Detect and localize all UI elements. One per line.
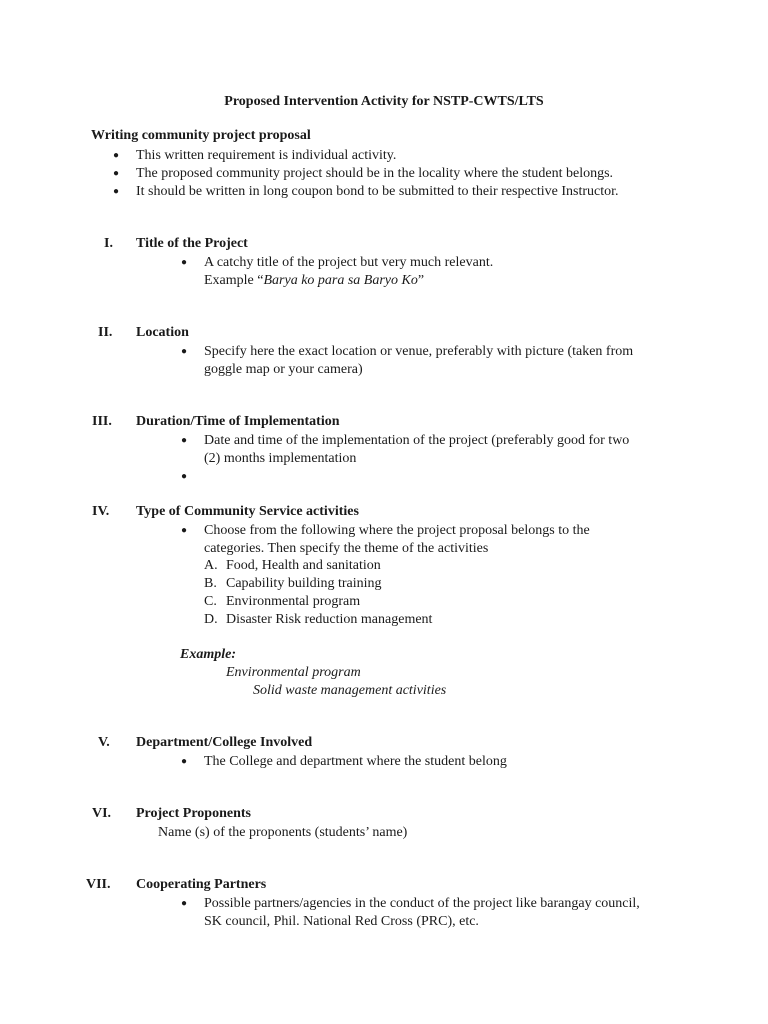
section-bullet-text: The College and department where the student belong	[204, 754, 507, 769]
category-letter: D.	[204, 612, 218, 627]
section-numeral: II.	[98, 325, 113, 340]
bullet-icon: ●	[181, 471, 188, 482]
example-suffix: ”	[417, 273, 425, 288]
section-numeral: III.	[92, 414, 112, 429]
section-bullet	[181, 522, 590, 540]
bullet-icon: ●	[181, 435, 188, 446]
intro-bullet-text: It should be written in long coupon bond to be submitted to their respective Instructor.	[136, 184, 619, 199]
section-title: Title of the Project	[136, 236, 248, 251]
section-bullet-text: Specify here the exact location or venue, preferably with picture (taken from	[204, 344, 634, 359]
bullet-icon: ●	[113, 168, 120, 179]
section-numeral: V.	[98, 735, 110, 750]
bullet-icon: ●	[113, 150, 120, 161]
example-prefix: Example “	[204, 273, 264, 288]
document-title: Proposed Intervention Activity for NSTP-CWTS/LTS	[224, 94, 544, 109]
section-text: Name (s) of the proponents (students’ name)	[158, 825, 408, 840]
section-numeral: VII.	[86, 877, 111, 892]
section-bullet-continuation: (2) months implementation	[204, 451, 357, 466]
section-title: Type of Community Service activities	[136, 504, 359, 519]
section-numeral: I.	[104, 236, 113, 251]
section-example-line	[204, 272, 424, 290]
category-text: Capability building training	[226, 576, 382, 591]
section-bullet	[181, 254, 494, 272]
bullet-icon: ●	[181, 898, 188, 909]
intro-heading: Writing community project proposal	[91, 128, 311, 143]
section-title: Project Proponents	[136, 806, 251, 821]
intro-bullet-text: The proposed community project should be in the locality where the student belongs.	[136, 166, 614, 181]
intro-bullet-text: This written requirement is individual activity.	[136, 148, 397, 163]
section-bullet-continuation: goggle map or your camera)	[204, 362, 363, 377]
section-bullet	[181, 432, 630, 450]
section-numeral: IV.	[92, 504, 110, 519]
bullet-icon: ●	[181, 756, 188, 767]
section-title: Department/College Involved	[136, 735, 313, 750]
section-bullet-text: Date and time of the implementation of the project (preferably good for two	[204, 433, 630, 448]
bullet-icon: ●	[113, 186, 120, 197]
category-item	[204, 557, 381, 575]
example-title: Barya ko para sa Baryo Ko	[263, 273, 418, 288]
category-item	[204, 611, 433, 629]
section-bullet	[181, 753, 507, 771]
example-line: Solid waste management activities	[253, 683, 447, 698]
category-letter: B.	[204, 576, 217, 591]
example-label: Example:	[180, 647, 236, 662]
section-title: Duration/Time of Implementation	[136, 414, 340, 429]
intro-bullet	[113, 147, 397, 165]
category-text: Disaster Risk reduction management	[226, 612, 433, 627]
section-bullet-continuation: SK council, Phil. National Red Cross (PRC), etc.	[204, 914, 479, 929]
bullet-icon: ●	[181, 257, 188, 268]
bullet-icon: ●	[181, 525, 188, 536]
section-bullet-text: Choose from the following where the project proposal belongs to the	[204, 523, 590, 538]
bullet-icon: ●	[181, 346, 188, 357]
category-text: Food, Health and sanitation	[226, 558, 381, 573]
category-letter: A.	[204, 558, 218, 573]
section-numeral: VI.	[92, 806, 112, 821]
section-bullet-text: Possible partners/agencies in the conduct of the project like barangay council,	[204, 896, 640, 911]
section-bullet-continuation: categories. Then specify the theme of the activities	[204, 541, 489, 556]
category-letter: C.	[204, 594, 217, 609]
section-title: Location	[136, 325, 189, 340]
section-bullet-text: A catchy title of the project but very much relevant.	[204, 255, 494, 270]
example-line: Environmental program	[226, 665, 361, 680]
category-item	[204, 575, 382, 593]
section-bullet	[181, 895, 640, 913]
intro-bullet	[113, 165, 614, 183]
section-title: Cooperating Partners	[136, 877, 267, 892]
intro-bullet	[113, 183, 619, 201]
category-item	[204, 593, 361, 611]
category-text: Environmental program	[226, 594, 361, 609]
section-bullet	[181, 343, 634, 361]
